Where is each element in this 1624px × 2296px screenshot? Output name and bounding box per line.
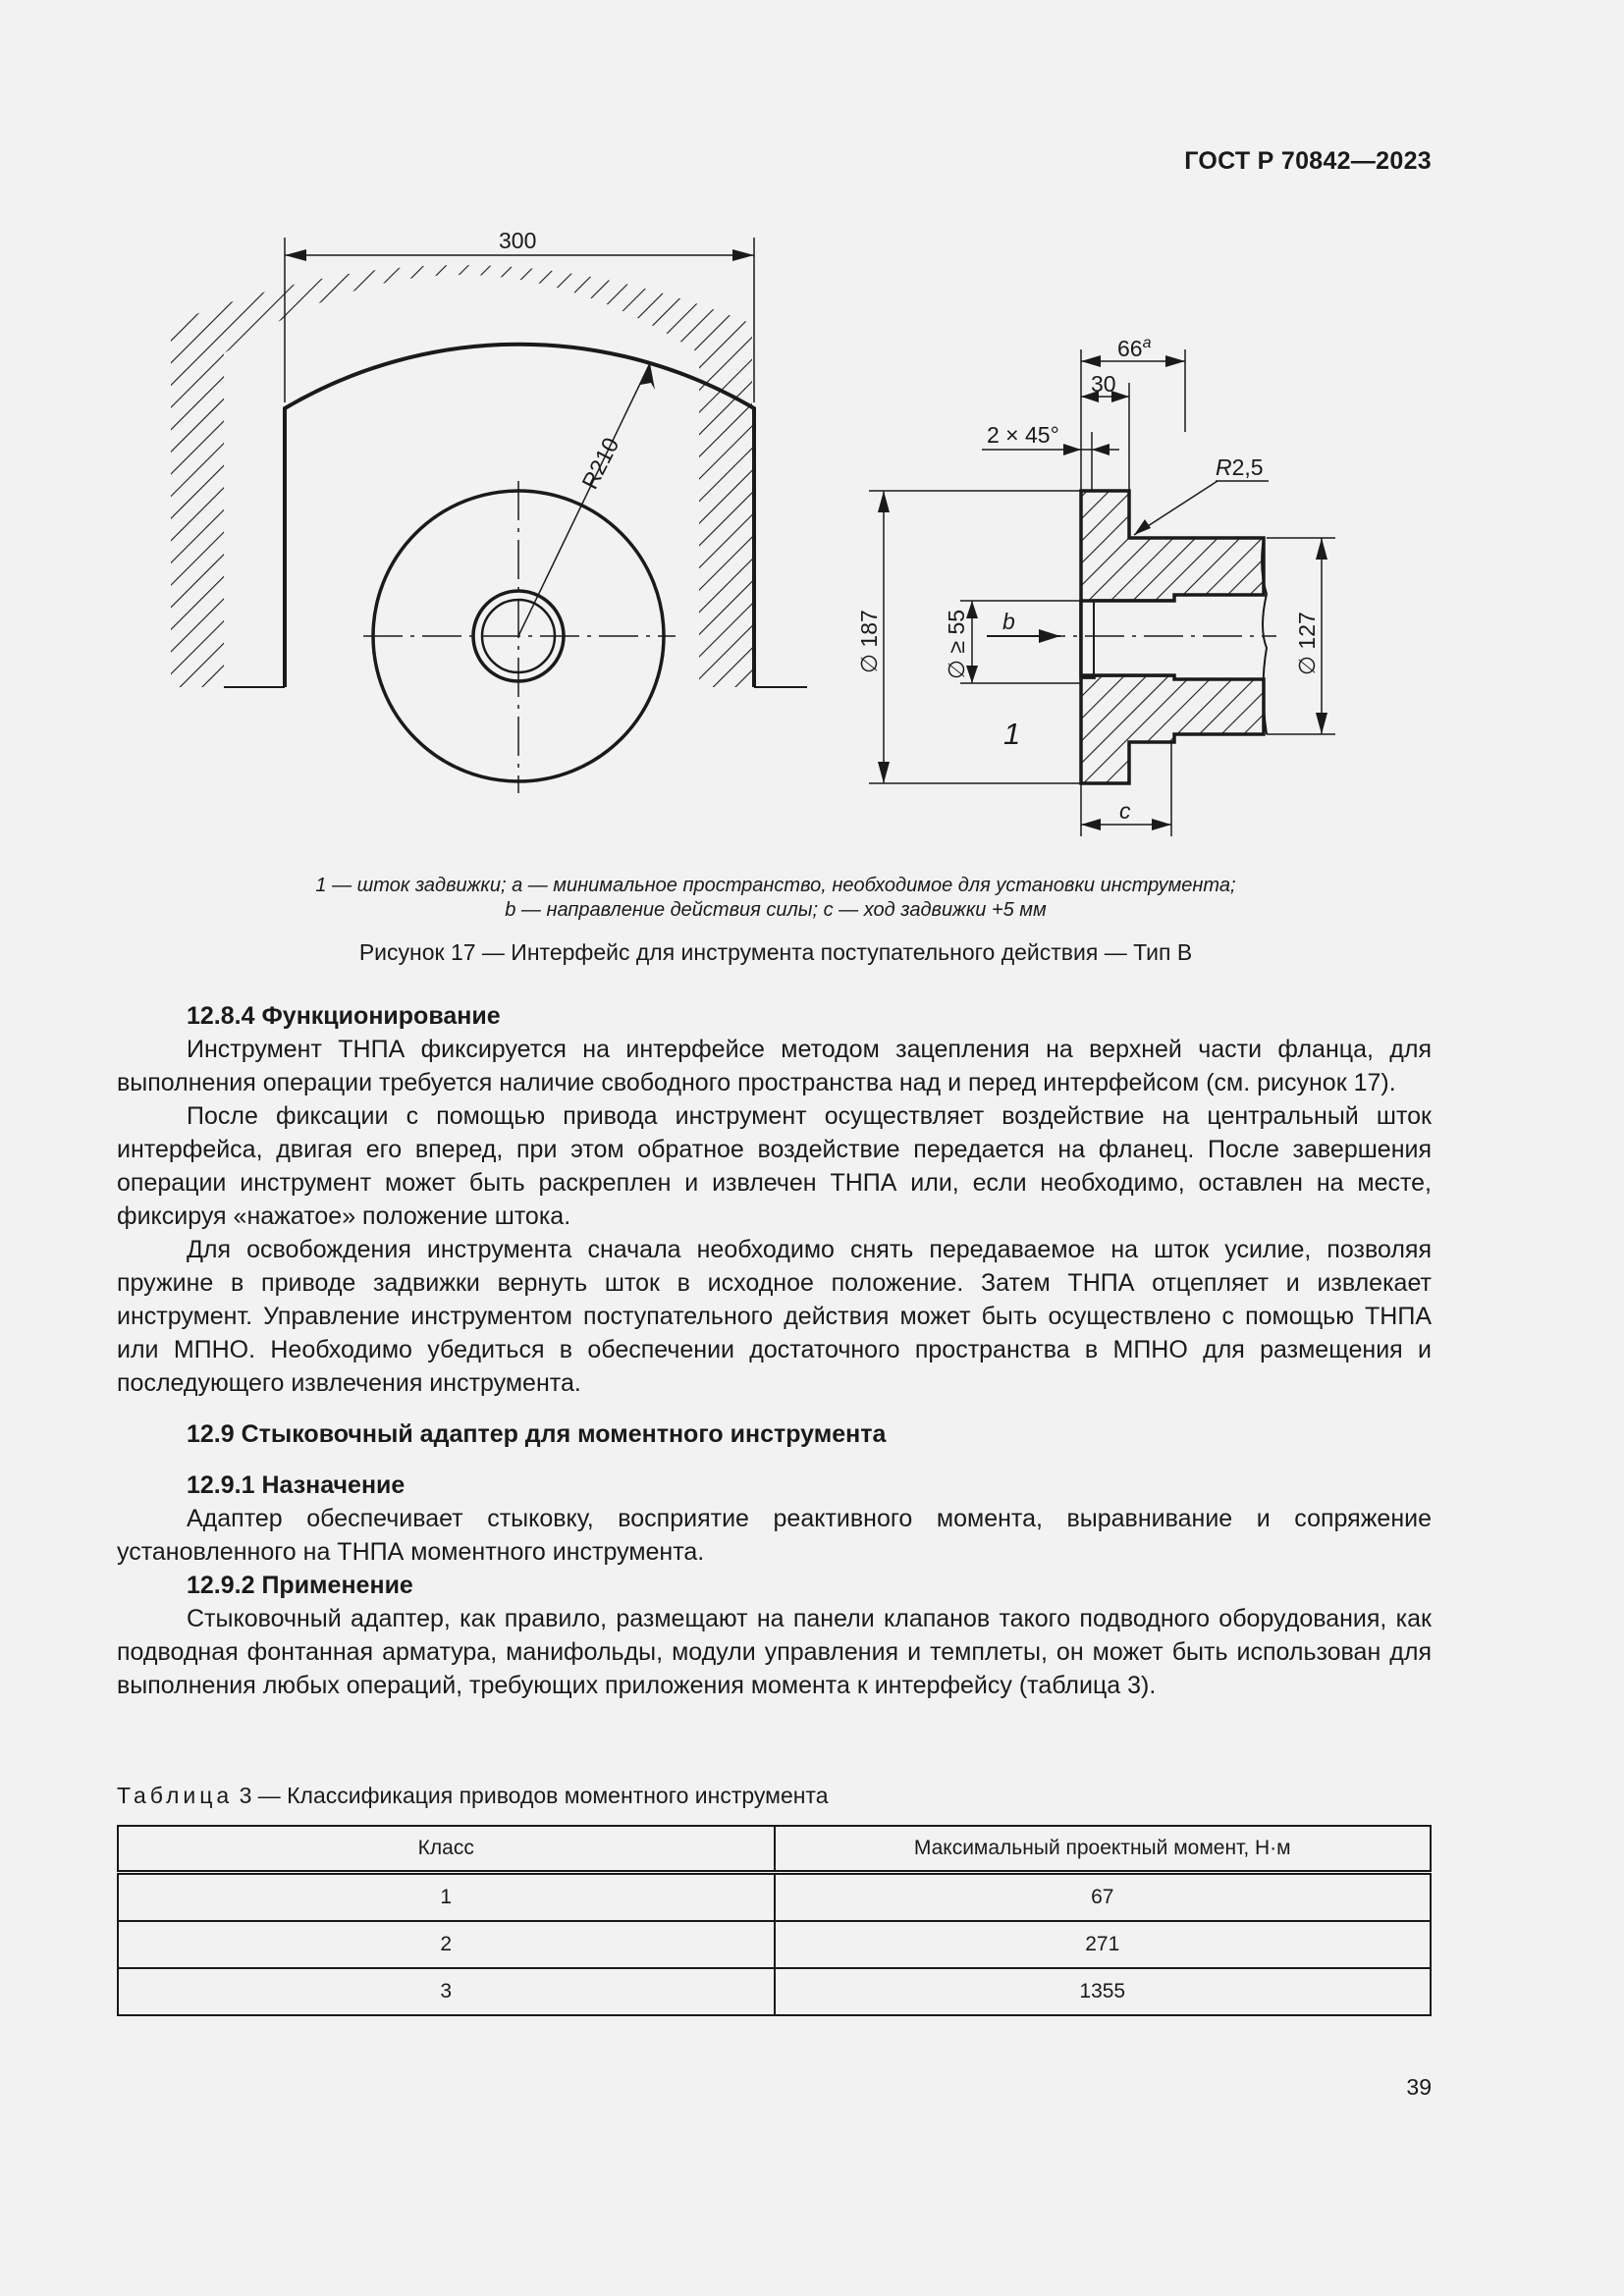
body-text xyxy=(117,999,1432,1702)
diam-127-label: ∅ 127 xyxy=(1294,612,1320,675)
dim-66-label xyxy=(1117,335,1152,361)
cell-class: 3 xyxy=(118,1968,775,2015)
stem xyxy=(1081,601,1174,675)
fillet-arrowhead xyxy=(1134,519,1151,535)
d187-arrow-bottom xyxy=(878,762,890,783)
table-caption-prefix: Таблица xyxy=(117,1783,234,1808)
section-12-8-4-title: 12.8.4 Функционирование xyxy=(187,1002,501,1030)
table-row xyxy=(118,1968,1431,2015)
fillet-r: R xyxy=(1216,454,1232,480)
dim-30-label: 30 xyxy=(1091,371,1116,397)
section-12-9-title: 12.9 Стыковочный адаптер для моментного инструмента xyxy=(187,1420,887,1448)
c-arrow-left xyxy=(1081,819,1101,830)
figure-legend-line-1: 1 — шток задвижки; a — минимальное пространство, необходимое для установки инструмента; xyxy=(315,875,1236,896)
section-12-9-1-title: 12.9.1 Назначение xyxy=(187,1471,406,1499)
chamfer-label: 2 × 45° xyxy=(987,422,1059,448)
b-label: b xyxy=(1002,609,1015,634)
dim-66-note: a xyxy=(1142,335,1152,351)
fillet-label xyxy=(1216,454,1264,480)
cell-torque: 1355 xyxy=(775,1968,1432,2015)
diam-187-label: ∅ 187 xyxy=(856,610,882,673)
figure-legend-line-2: b — направление действия силы; c — ход задвижки +5 мм xyxy=(505,899,1047,921)
d127-arrow-bottom xyxy=(1316,713,1327,734)
flange-section-lower xyxy=(1081,675,1264,783)
dim-300-label: 300 xyxy=(499,228,537,253)
diam-55-label: ∅ ≥ 55 xyxy=(944,609,969,679)
dim66-arrow-left xyxy=(1081,355,1101,367)
torque-class-table xyxy=(117,1825,1432,2016)
right-view xyxy=(869,349,1335,836)
section-12-8-4-paragraph-3: Для освобождения инструмента сначала необходимо снять передаваемое на шток усилие, позволяя пружине в приводе задвижки вернуть шток в исходное положение. Затем ТНПА отцепляет и извлекает инструмент. Управление инструментом поступательного действия может быть осуществлено с помощью ТНПА или МПНО. Необходимо убедиться в обеспечении достаточного пространства в МПНО для размещения и последующего извлечения инструмента. xyxy=(117,1236,1432,1397)
standard-header: ГОСТ Р 70842—2023 xyxy=(1184,147,1432,175)
b-arrowhead xyxy=(1039,629,1060,643)
dim-radius-label: R210 xyxy=(576,433,624,494)
dim-66-value: 66 xyxy=(1117,336,1143,361)
chamfer-arrow-left xyxy=(1063,444,1081,455)
fillet-value: 2,5 xyxy=(1231,454,1264,480)
page-number: 39 xyxy=(1406,2074,1432,2100)
header-class: Класс xyxy=(118,1826,775,1873)
item-1-label: 1 xyxy=(1003,717,1021,751)
table-row xyxy=(118,1921,1431,1968)
table-row xyxy=(118,1873,1431,1922)
chamfer-arrow-right xyxy=(1092,444,1110,455)
cell-class: 1 xyxy=(118,1873,775,1922)
left-view xyxy=(171,238,807,793)
table-header-row xyxy=(118,1826,1431,1873)
dim-300-arrow-right xyxy=(732,249,754,261)
section-12-8-4-paragraph-1: Инструмент ТНПА фиксируется на интерфейсе методом зацепления на верхней части фланца, для выполнения операции требуется наличие свободного пространства над и перед интерфейсом (см. рисунок 17). xyxy=(117,1036,1432,1096)
section-12-9-1-paragraph: Адаптер обеспечивает стыковку, восприятие реактивного момента, выравнивание и сопряжение установленного на ТНПА моментного инструмента. xyxy=(117,1505,1432,1566)
cell-torque: 271 xyxy=(775,1921,1432,1968)
section-12-9-2-title: 12.9.2 Применение xyxy=(187,1572,413,1599)
dim66-arrow-right xyxy=(1165,355,1185,367)
radius-leader xyxy=(518,363,650,636)
section-12-8-4-paragraph-2: После фиксации с помощью привода инструмент осуществляет воздействие на центральный шток интерфейса, двигая его вперед, при этом обратное воздействие передается на фланец. После завершения операции инструмент может быть раскреплен и извлечен ТНПА или, если необходимо, оставлен на месте, фиксируя «нажатое» положение штока. xyxy=(117,1102,1432,1230)
section-12-9-2-paragraph: Стыковочный адаптер, как правило, размещают на панели клапанов такого подводного оборудования, как подводная фонтанная арматура, манифольды, модули управления и темплеты, он может быть использован для выполнения любых операций, требующих приложения момента к интерфейсу (таблица 3). xyxy=(117,1605,1432,1699)
figure-caption: Рисунок 17 — Интерфейс для инструмента поступательного действия — Тип В xyxy=(358,939,1193,965)
table-caption-text: 3 — Классификация приводов моментного инструмента xyxy=(233,1783,829,1808)
table-caption xyxy=(117,1783,829,1809)
c-label: c xyxy=(1119,798,1131,824)
dim-300-arrow-left xyxy=(285,249,306,261)
d187-arrow-top xyxy=(878,491,890,512)
figure-17-drawing xyxy=(0,0,1624,864)
cell-torque: 67 xyxy=(775,1873,1432,1922)
c-arrow-right xyxy=(1152,819,1171,830)
d127-arrow-top xyxy=(1316,538,1327,560)
header-max-torque: Максимальный проектный момент, Н·м xyxy=(775,1826,1432,1873)
cell-class: 2 xyxy=(118,1921,775,1968)
